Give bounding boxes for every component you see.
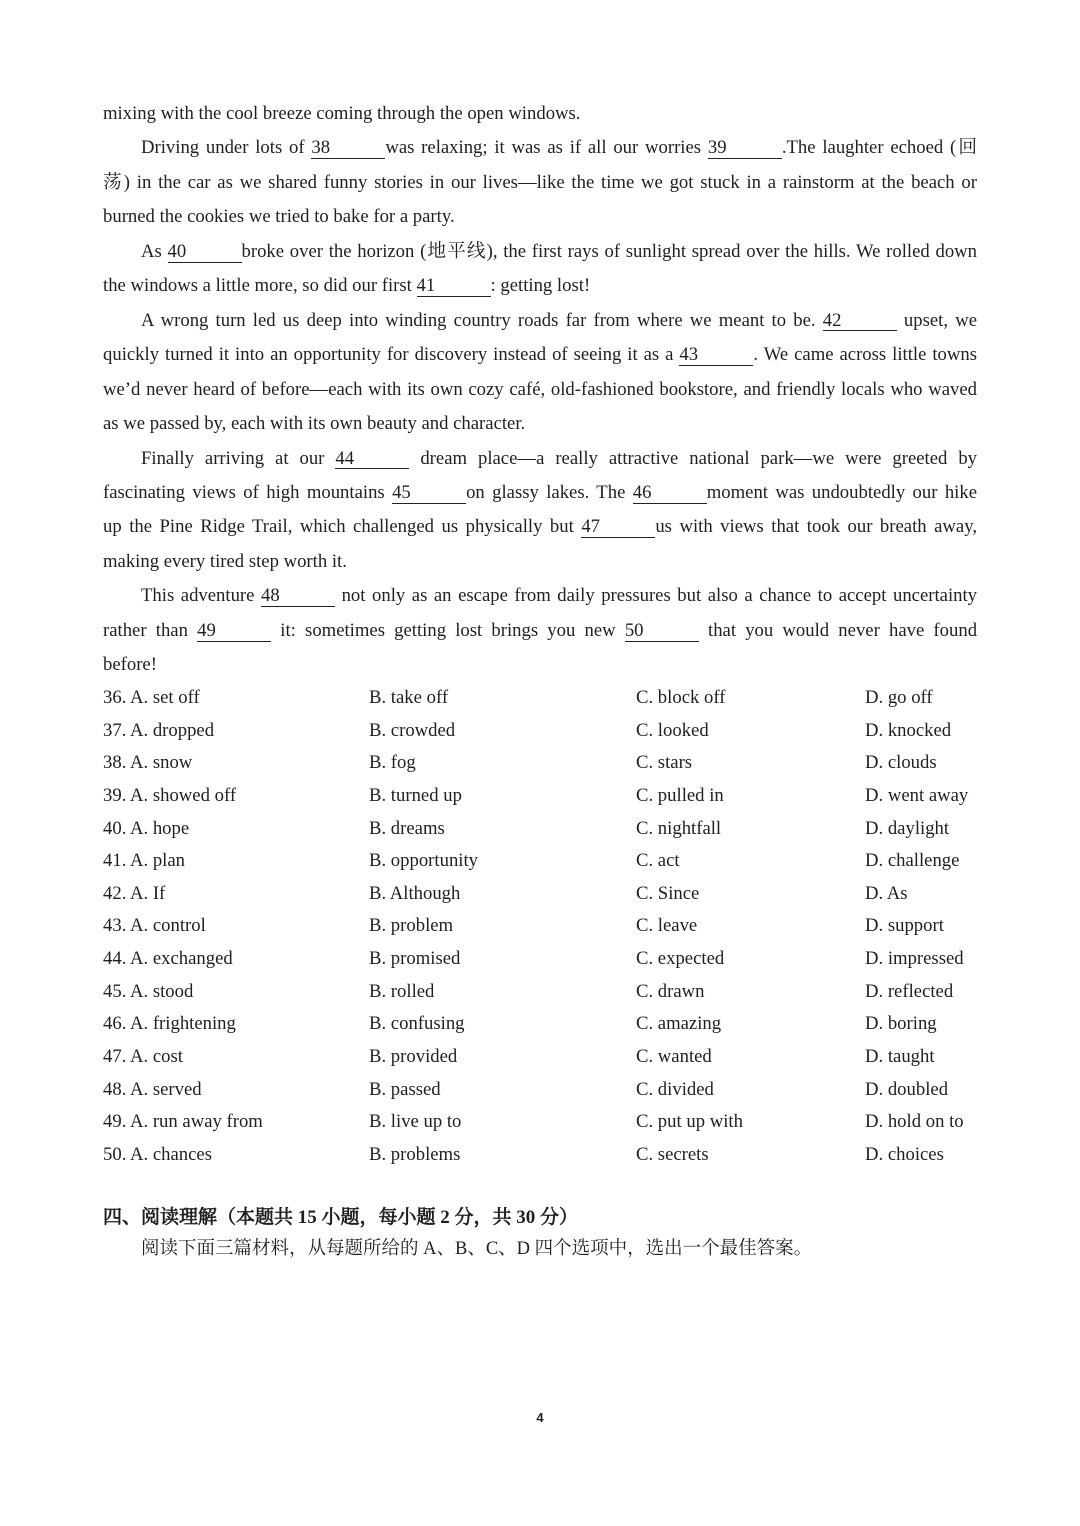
option-a xyxy=(103,943,369,976)
blank-49: 49 xyxy=(197,622,271,642)
option-a xyxy=(103,780,369,813)
passage-text: on glassy lakes. The xyxy=(466,481,626,503)
question-number: 38. xyxy=(103,752,127,774)
option-b: B. take off xyxy=(369,687,449,708)
passage-line: making every tired step worth it. xyxy=(103,550,347,572)
blank-44: 44 xyxy=(335,450,409,470)
passage-text: that you would never have found xyxy=(708,619,978,641)
passage-text: was relaxing; it was as if all our worries xyxy=(385,137,702,159)
passage-text: upset, we xyxy=(903,309,977,331)
option-a xyxy=(103,1139,369,1172)
question-row xyxy=(103,943,977,976)
passage-text: quickly turned it into an opportunity for discovery instead of seeing it as a xyxy=(103,344,674,366)
passage-text: dream place—a really attractive national park—we were greeted by xyxy=(420,447,978,469)
passage-text: .The laughter echoed (回 xyxy=(781,137,978,159)
question-row xyxy=(103,976,977,1009)
passage-text: . We came across little towns xyxy=(753,344,977,366)
option-a xyxy=(103,845,369,878)
option-a xyxy=(103,910,369,943)
option-a xyxy=(103,682,369,715)
question-number: 41. xyxy=(103,850,127,872)
question-row xyxy=(103,845,977,878)
option-a xyxy=(103,878,369,911)
passage-text: up the Pine Ridge Trail, which challenged us physically but xyxy=(103,516,574,538)
option-a-text: A. stood xyxy=(130,980,194,1002)
passage-line xyxy=(103,614,977,648)
option-a-text: A. run away from xyxy=(130,1111,263,1133)
option-a-text: A. exchanged xyxy=(130,948,233,969)
passage-line xyxy=(103,269,977,303)
paragraph-6 xyxy=(103,579,977,682)
option-a xyxy=(103,1041,369,1074)
passage-line xyxy=(103,235,977,269)
option-b: B. problems xyxy=(369,1143,461,1165)
passage-line xyxy=(103,131,977,165)
passage-text: Finally arriving at our xyxy=(141,447,325,469)
option-d: D. taught xyxy=(865,1045,935,1067)
question-row xyxy=(103,1106,977,1139)
option-b: B. live up to xyxy=(369,1111,462,1133)
passage-text: not only as an escape from daily pressures but also a chance to accept uncertainty xyxy=(341,585,978,607)
passage-text: moment was undoubtedly our hike xyxy=(706,481,978,503)
option-d: D. went away xyxy=(865,784,969,806)
question-number: 39. xyxy=(103,784,127,806)
passage-text: : getting lost! xyxy=(490,275,591,297)
question-row xyxy=(103,1041,977,1074)
blank-45: 45 xyxy=(392,484,466,504)
blank-40: 40 xyxy=(168,243,242,263)
option-d: D. choices xyxy=(865,1143,944,1165)
option-a-text: A. chances xyxy=(130,1143,212,1165)
option-a xyxy=(103,1074,369,1107)
passage-line: burned the cookies we tried to bake for a party. xyxy=(103,206,455,228)
paragraph-1 xyxy=(103,97,977,131)
paragraph-4 xyxy=(103,304,977,442)
option-b: B. dreams xyxy=(369,817,445,839)
option-a-text: A. control xyxy=(130,915,206,937)
option-b: B. problem xyxy=(369,915,454,937)
option-a xyxy=(103,1106,369,1139)
question-number: 36. xyxy=(103,687,127,708)
option-a-text: A. snow xyxy=(130,752,193,774)
question-row xyxy=(103,1074,977,1107)
option-d: D. boring xyxy=(865,1013,937,1035)
question-row xyxy=(103,780,977,813)
option-b: B. Although xyxy=(369,882,461,904)
passage-line xyxy=(103,304,977,338)
option-a xyxy=(103,976,369,1009)
passage-text: it: sometimes getting lost brings you new xyxy=(280,619,616,641)
passage-line: before! xyxy=(103,654,157,676)
option-a xyxy=(103,715,369,748)
blank-46: 46 xyxy=(633,484,707,504)
page-number: 4 xyxy=(536,1410,544,1425)
paragraph-2 xyxy=(103,131,977,234)
question-row xyxy=(103,910,977,943)
question-number: 44. xyxy=(103,948,127,969)
option-a xyxy=(103,1008,369,1041)
question-number: 49. xyxy=(103,1111,127,1133)
option-d: D. daylight xyxy=(865,817,950,839)
option-c: C. pulled in xyxy=(636,784,724,806)
passage-text: A wrong turn led us deep into winding country roads far from where we meant to be. xyxy=(141,309,816,331)
passage-text: rather than xyxy=(103,619,188,641)
question-number: 42. xyxy=(103,882,127,904)
option-d: D. go off xyxy=(865,687,933,708)
option-d: D. support xyxy=(865,915,944,937)
option-b: B. provided xyxy=(369,1045,458,1067)
option-d: D. clouds xyxy=(865,752,937,774)
option-d: D. reflected xyxy=(865,980,954,1002)
option-d: D. knocked xyxy=(865,719,952,741)
option-c: C. act xyxy=(636,850,680,872)
option-c: C. block off xyxy=(636,687,726,708)
question-row xyxy=(103,715,977,748)
passage-line: we’d never heard of before—each with its own cozy café, old-fashioned bookstore, and friendly locals who waved xyxy=(103,378,977,400)
option-c: C. nightfall xyxy=(636,817,722,839)
option-a-text: A. plan xyxy=(130,850,186,872)
option-c: C. divided xyxy=(636,1078,714,1100)
blank-47: 47 xyxy=(581,518,655,538)
option-a-text: A. frightening xyxy=(130,1013,236,1035)
option-b: B. passed xyxy=(369,1078,441,1100)
option-c: C. looked xyxy=(636,719,709,741)
blank-50: 50 xyxy=(625,622,699,642)
option-b: B. turned up xyxy=(369,784,462,806)
option-b: B. fog xyxy=(369,752,416,774)
passage-text: This adventure xyxy=(141,585,255,607)
question-number: 43. xyxy=(103,915,127,937)
question-row xyxy=(103,1008,977,1041)
option-b: B. confusing xyxy=(369,1013,465,1035)
blank-38: 38 xyxy=(311,139,385,159)
passage-line: mixing with the cool breeze coming through the open windows. xyxy=(103,103,581,124)
option-a xyxy=(103,747,369,780)
passage-text: us with views that took our breath away, xyxy=(655,516,978,538)
question-number: 46. xyxy=(103,1013,127,1035)
option-a-text: A. If xyxy=(130,882,166,904)
question-number: 37. xyxy=(103,719,127,741)
passage-text: As xyxy=(141,240,162,262)
question-number: 40. xyxy=(103,817,127,839)
passage-text: fascinating views of high mountains xyxy=(103,481,385,503)
option-c: C. amazing xyxy=(636,1013,722,1035)
question-row xyxy=(103,878,977,911)
option-b: B. rolled xyxy=(369,980,435,1002)
option-c: C. secrets xyxy=(636,1143,709,1165)
passage-line xyxy=(103,338,977,372)
passage-text: Driving under lots of xyxy=(141,137,305,159)
option-a xyxy=(103,813,369,846)
option-b: B. promised xyxy=(369,948,461,969)
question-number: 45. xyxy=(103,980,127,1002)
blank-41: 41 xyxy=(417,277,491,297)
question-number: 50. xyxy=(103,1143,127,1165)
paragraph-3 xyxy=(103,235,977,304)
option-d: D. hold on to xyxy=(865,1111,964,1133)
passage-line xyxy=(103,510,977,544)
option-a-text: A. showed off xyxy=(130,784,237,806)
option-a-text: A. served xyxy=(130,1078,202,1100)
option-b: B. opportunity xyxy=(369,850,479,872)
blank-39: 39 xyxy=(708,139,782,159)
option-a-text: A. cost xyxy=(130,1045,183,1067)
blank-42: 42 xyxy=(823,312,897,332)
paragraph-5 xyxy=(103,442,977,580)
passage-text: the windows a little more, so did our first xyxy=(103,275,412,297)
option-a-text: A. hope xyxy=(130,817,190,839)
option-c: C. expected xyxy=(636,948,725,969)
option-a-text: A. set off xyxy=(130,687,200,708)
passage-line: as we passed by, each with its own beauty and character. xyxy=(103,413,526,435)
question-number: 47. xyxy=(103,1045,127,1067)
options-list xyxy=(103,682,977,1171)
passage-line: 荡) in the car as we shared funny stories in our lives—like the time we got stuck in a rainstorm at the beach or xyxy=(103,171,977,193)
option-c: C. put up with xyxy=(636,1111,743,1133)
passage-line xyxy=(103,476,977,510)
section-instruction: 阅读下面三篇材料，从每题所给的 A、B、C、D 四个选项中，选出一个最佳答案。 xyxy=(141,1239,813,1259)
option-d: D. doubled xyxy=(865,1078,949,1100)
option-d: D. challenge xyxy=(865,850,960,872)
passage-text: broke over the horizon (地平线), the first rays of sunlight spread over the hills. We rolled down xyxy=(241,240,978,262)
option-d: D. impressed xyxy=(865,948,964,969)
question-row xyxy=(103,682,977,715)
passage-line xyxy=(103,442,977,476)
question-row xyxy=(103,747,977,780)
question-number: 48. xyxy=(103,1078,127,1100)
option-a-text: A. dropped xyxy=(130,719,215,741)
question-row xyxy=(103,813,977,846)
option-c: C. stars xyxy=(636,752,693,774)
option-c: C. wanted xyxy=(636,1045,712,1067)
option-c: C. drawn xyxy=(636,980,705,1002)
question-row xyxy=(103,1139,977,1172)
blank-48: 48 xyxy=(261,587,335,607)
passage-line xyxy=(103,579,977,613)
blank-43: 43 xyxy=(679,346,753,366)
option-c: C. leave xyxy=(636,915,698,937)
option-c: C. Since xyxy=(636,882,700,904)
option-b: B. crowded xyxy=(369,719,456,741)
section-title: 四、阅读理解（本题共 15 小题，每小题 2 分，共 30 分） xyxy=(103,1207,579,1228)
cloze-passage xyxy=(103,97,977,683)
option-d: D. As xyxy=(865,882,908,904)
